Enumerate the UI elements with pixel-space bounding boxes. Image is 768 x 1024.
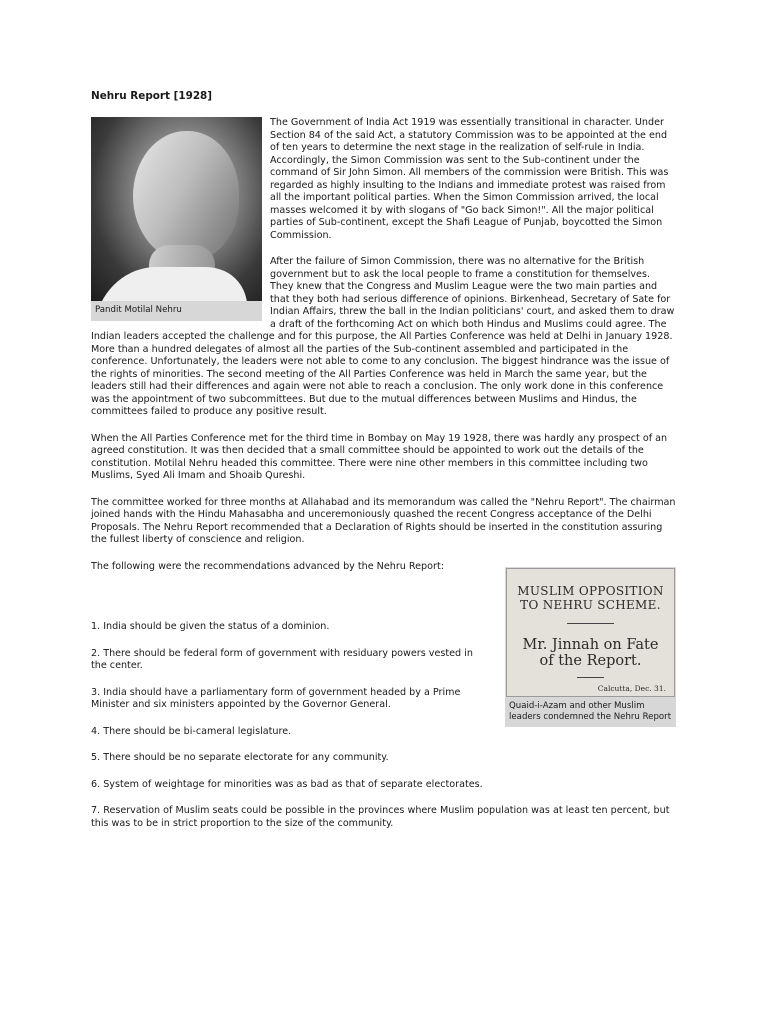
figure-caption: Quaid-i-Azam and other Muslim leaders condemned the Nehru Report [505,698,676,727]
clipping-dateline: Calcutta, Dec. 31. [597,683,666,693]
paragraph-4: The committee worked for three months at Allahabad and its memorandum was called the "Nehru Report". The chairman joined hands with the Hindu Mahasabha and unceremoniously quashed the recent Congress acceptance of the Delhi Proposals. The Nehru Report recommended that a Declaration of Rights should be inserted in the constitution assuring the fullest liberty of conscience and religion. [91,496,676,545]
clipping-subhead-2: of the Report. [539,652,642,669]
clipping-headline-1: MUSLIM OPPOSITION [517,583,664,598]
motilal-nehru-figure [91,117,262,321]
recommendation-item: 2. There should be federal form of government with residuary powers vested in the center. [91,647,473,671]
recommendation-item: 1. India should be given the status of a dominion. [91,621,330,632]
portrait-collar [97,267,256,301]
portrait-photo-icon [91,117,262,301]
clipping-subhead-1: Mr. Jinnah on Fate [522,636,659,653]
paragraph-2: After the failure of Simon Commission, there was no alternative for the British government but to ask the local people to frame a constitution for themselves. They knew that the Congress and Muslim League were the two main parties and that they both had serious difference of opinions. Birkenhead, Secretary of Sate for Indian Affairs, threw the ball in the Indian politicians' court, and asked them to draw a draft of the forthcoming Act on which both Hindus and Muslims could agree. The Indian leaders accepted the challenge and for this purpose, the All Parties Conference was held at Delhi in January 1928. More than a hundred delegates of almost all the parties of the Sub-continent assembled and participated in the conference. Unfortunately, the leaders were not able to come to any conclusion. The biggest hindrance was the issue of the rights of minorities. The second meeting of the All Parties Conference was held in March the same year, but the leaders still had their differences and again were not able to reach a conclusion. The only work done in this conference was the appointment of two subcommittees. But due to the mutual differences between Muslims and Hindus, the committees failed to produce any positive result. [91,256,675,417]
clipping-divider-2 [577,677,604,678]
recommendation-item: 7. Reservation of Muslim seats could be possible in the provinces where Muslim population was at least ten percent, but this was to be in strict proportion to the size of the community. [91,805,670,829]
newspaper-clipping [506,568,675,697]
newspaper-clipping-figure [505,567,676,727]
clipping-headline-2: TO NEHRU SCHEME. [520,597,661,612]
recommendation-item: 4. There should be bi-cameral legislature. [91,725,292,737]
document-page [91,90,676,844]
recommendation-item: 5. There should be no separate electorate for any community. [91,752,389,763]
clipping-divider [567,623,614,624]
portrait-head [133,131,239,261]
figure-caption: Pandit Motilal Nehru [91,301,262,321]
paragraph-3: When the All Parties Conference met for the third time in Bombay on May 19 1928, there was hardly any prospect of an agreed constitution. It was then decided that a small committee should be appointed to work out the details of the constitution. Motilal Nehru headed this committee. There were nine other members in this committee including two Muslims, Syed Ali Imam and Shoaib Qureshi. [91,432,668,481]
paragraph-5: The following were the recommendations advanced by the Nehru Report: [91,560,444,572]
recommendation-item: 3. India should have a parliamentary form of government headed by a Prime Minister and six ministers appointed by the Governor General. [91,686,461,710]
page-title: Nehru Report [1928] [91,90,213,102]
recommendation-item: 6. System of weightage for minorities was as bad as that of separate electorates. [91,778,483,790]
paragraph-1: The Government of India Act 1919 was essentially transitional in character. Under Section 84 of the said Act, a statutory Commission was to be appointed at the end of ten years to determine the next stage in the realization of self-rule in India. Accordingly, the Simon Commission was sent to the Sub-continent under the command of Sir John Simon. All members of the commission were British. This was regarded as highly insulting to the Indians and immediate protest was raised from all the important political parties. When the Simon Commission arrived, the local masses welcomed it by with slogans of "Go back Simon!". All the major political parties of Sub-continent, except the Shafi League of Punjab, boycotted the Simon Commission. [270,117,669,241]
